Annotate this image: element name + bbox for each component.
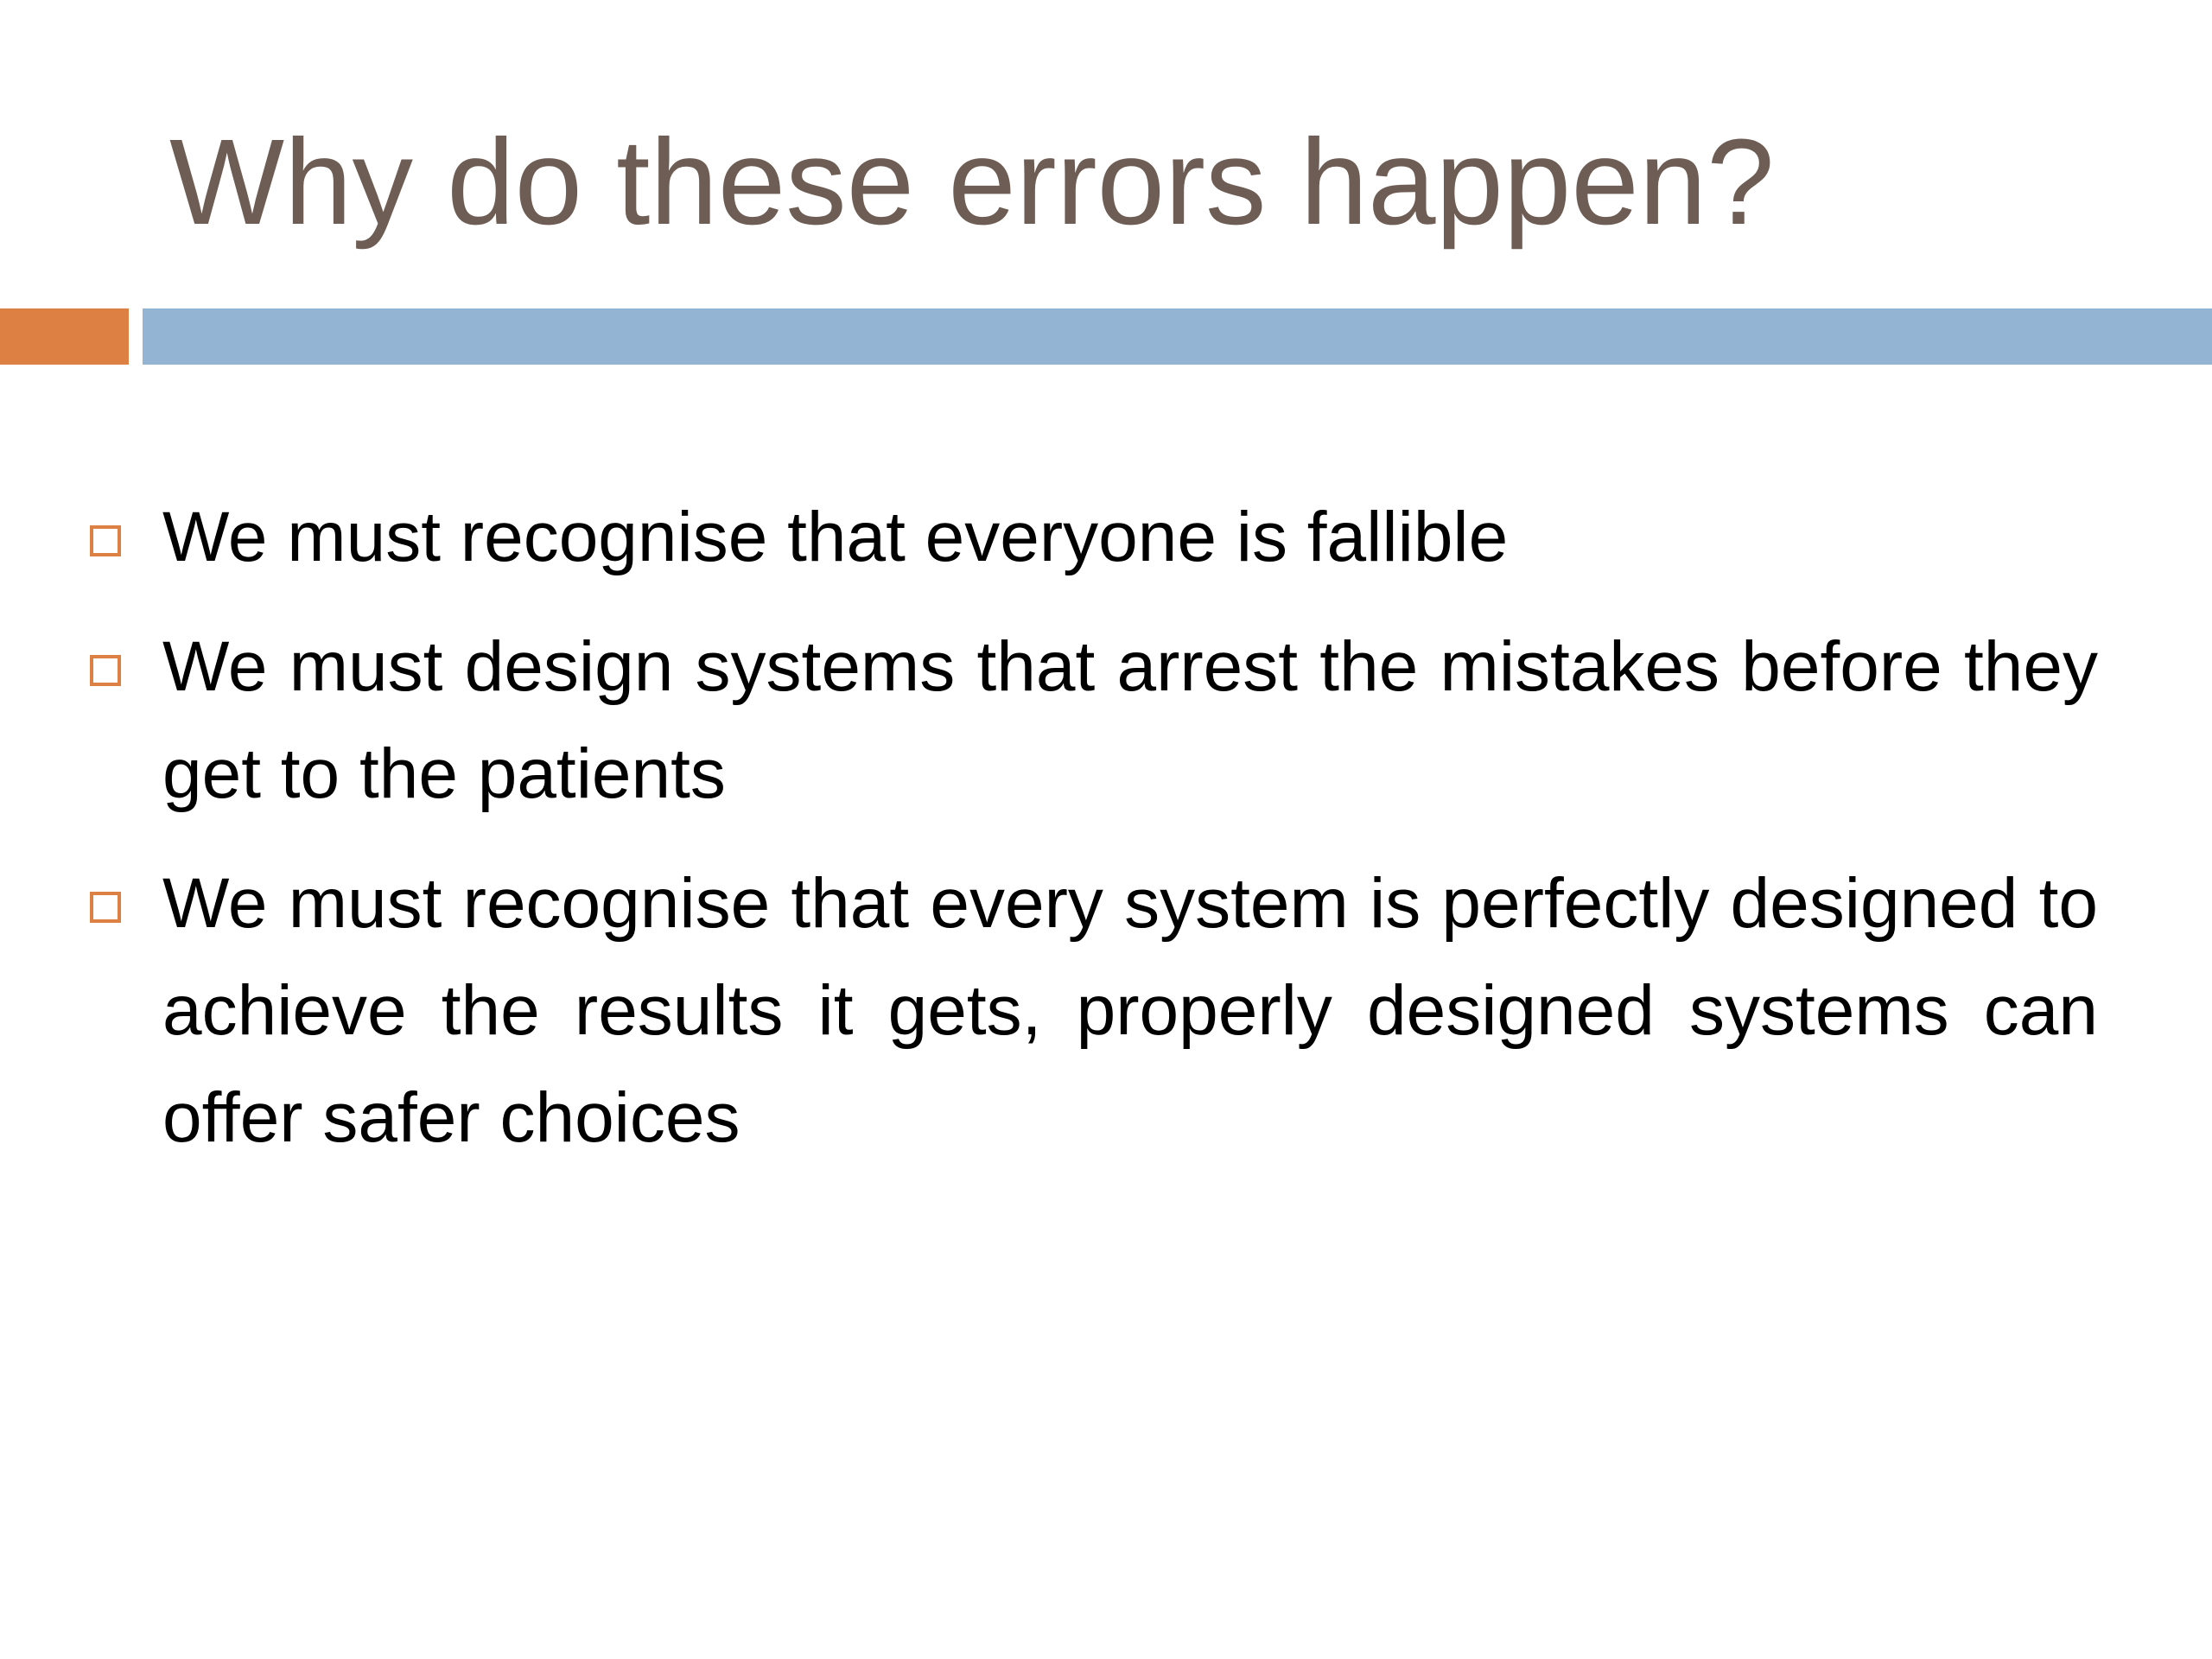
hollow-square-icon [90, 892, 121, 923]
bullet-text: We must design systems that arrest the mistakes before they get to the patients [162, 627, 2098, 813]
bullet-text: We must recognise that everyone is fallible [162, 498, 1509, 576]
bullet-item [0, 484, 2212, 591]
hollow-square-icon [90, 525, 121, 556]
bullet-item [0, 613, 2212, 828]
bullet-text: We must recognise that every system is perfectly designed to achieve the results it gets, properly designed systems can offer safer choices [162, 864, 2098, 1157]
bullet-list [0, 484, 2212, 1194]
slide-title: Why do these errors happen? [169, 113, 1775, 250]
accent-bar-blue [143, 308, 2212, 365]
bullet-item [0, 850, 2212, 1172]
hollow-square-icon [90, 655, 121, 686]
accent-block-orange [0, 308, 129, 365]
